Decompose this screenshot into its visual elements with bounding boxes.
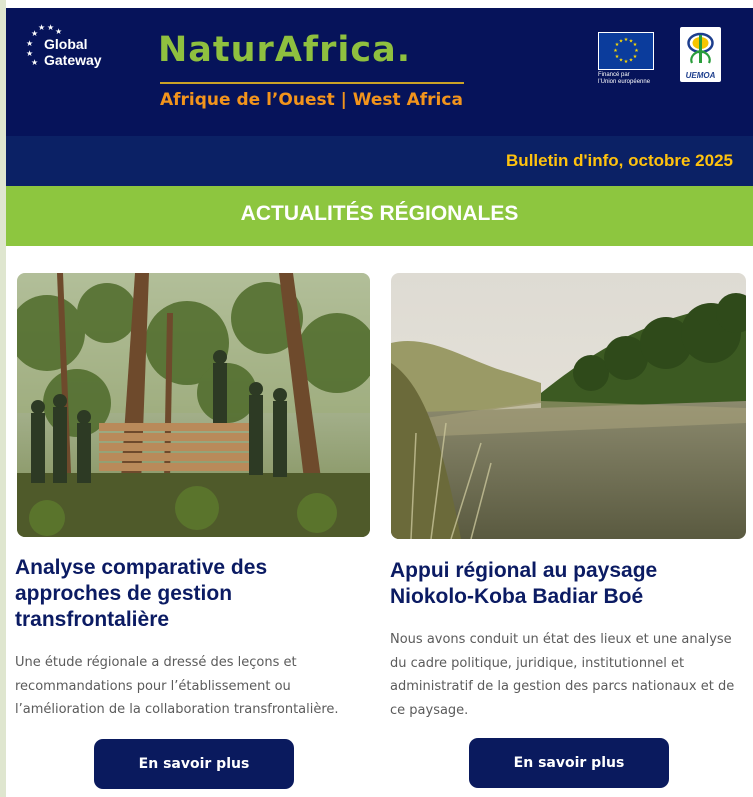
article-2-title-line1: Appui régional au paysage bbox=[390, 559, 658, 582]
global-gateway-logo bbox=[26, 22, 136, 78]
brand-subtitle: Afrique de l’Ouest | West Africa bbox=[160, 90, 463, 110]
eu-caption bbox=[598, 72, 656, 86]
global-gateway-line2: Gateway bbox=[44, 52, 102, 68]
article-2-photo[interactable] bbox=[391, 273, 746, 539]
global-gateway-line1: Global bbox=[44, 36, 88, 52]
svg-text:★: ★ bbox=[55, 27, 62, 36]
svg-text:★: ★ bbox=[632, 54, 638, 60]
svg-text:★: ★ bbox=[31, 58, 39, 66]
article-2-summary-line1: Nous avons conduit un état des lieux et une analyse bbox=[390, 632, 732, 647]
svg-text:★: ★ bbox=[628, 38, 634, 45]
svg-text:★: ★ bbox=[628, 57, 634, 64]
svg-text:★: ★ bbox=[26, 49, 34, 58]
uemoa-emblem-icon bbox=[680, 29, 721, 69]
article-2-title[interactable] bbox=[390, 558, 745, 610]
article-2-summary-line3: administratif de la gestion des parcs nationaux et de bbox=[390, 679, 735, 694]
article-1-title-line3: transfrontalière bbox=[15, 608, 170, 631]
article-1-read-more-button[interactable]: En savoir plus bbox=[94, 739, 294, 789]
svg-text:★: ★ bbox=[632, 42, 638, 48]
svg-text:★: ★ bbox=[623, 37, 629, 43]
brand-title: NaturAfrica. bbox=[158, 30, 412, 70]
forest-photo-illustration bbox=[17, 273, 370, 537]
article-1-title-line2: approches de gestion bbox=[15, 582, 233, 605]
river-photo-illustration bbox=[391, 273, 746, 539]
article-1-summary bbox=[15, 651, 375, 722]
uemoa-logo bbox=[680, 27, 721, 82]
bulletin-date: Bulletin d'info, octobre 2025 bbox=[506, 151, 733, 170]
svg-text:★: ★ bbox=[614, 42, 620, 48]
eu-funding-logo bbox=[598, 32, 656, 92]
article-1-summary-line2: recommandations pour l’établissement ou bbox=[15, 678, 291, 694]
article-2-summary-line2: du cadre politique, juridique, institutionnel et bbox=[390, 655, 685, 671]
svg-text:★: ★ bbox=[618, 57, 624, 64]
svg-text:★: ★ bbox=[618, 38, 624, 45]
article-2-summary-line4: ce paysage. bbox=[390, 702, 469, 718]
newsletter-sheet bbox=[6, 0, 753, 797]
article-1-summary-line3: l’amélioration de la collaboration transfrontalière. bbox=[15, 702, 339, 717]
article-1-photo[interactable] bbox=[17, 273, 370, 537]
article-1-summary-line1: Une étude régionale a dressé des leçons et bbox=[15, 655, 297, 670]
svg-text:★: ★ bbox=[26, 39, 34, 48]
svg-text:★: ★ bbox=[613, 48, 618, 54]
article-1-title-line1: Analyse comparative des bbox=[15, 556, 268, 579]
eu-caption-line2: l’Union européenne bbox=[598, 79, 651, 85]
svg-text:★: ★ bbox=[623, 59, 629, 65]
eu-caption-line1: Financé par bbox=[598, 72, 630, 78]
svg-text:★: ★ bbox=[634, 48, 639, 54]
svg-text:★: ★ bbox=[614, 54, 620, 60]
svg-text:★: ★ bbox=[38, 23, 46, 32]
article-2-title-line2: Niokolo-Koba Badiar Boé bbox=[390, 585, 644, 608]
section-title: ACTUALITÉS RÉGIONALES bbox=[240, 202, 519, 225]
global-gateway-text bbox=[44, 36, 102, 68]
eu-flag-icon bbox=[598, 32, 654, 70]
uemoa-label: UEMOA bbox=[685, 71, 716, 80]
svg-text:★: ★ bbox=[31, 29, 39, 38]
brand-divider bbox=[160, 82, 464, 84]
svg-text:★: ★ bbox=[47, 23, 55, 32]
article-2-read-more-button[interactable]: En savoir plus bbox=[469, 738, 669, 788]
article-2-summary bbox=[390, 628, 752, 722]
article-1-title[interactable] bbox=[15, 555, 365, 633]
